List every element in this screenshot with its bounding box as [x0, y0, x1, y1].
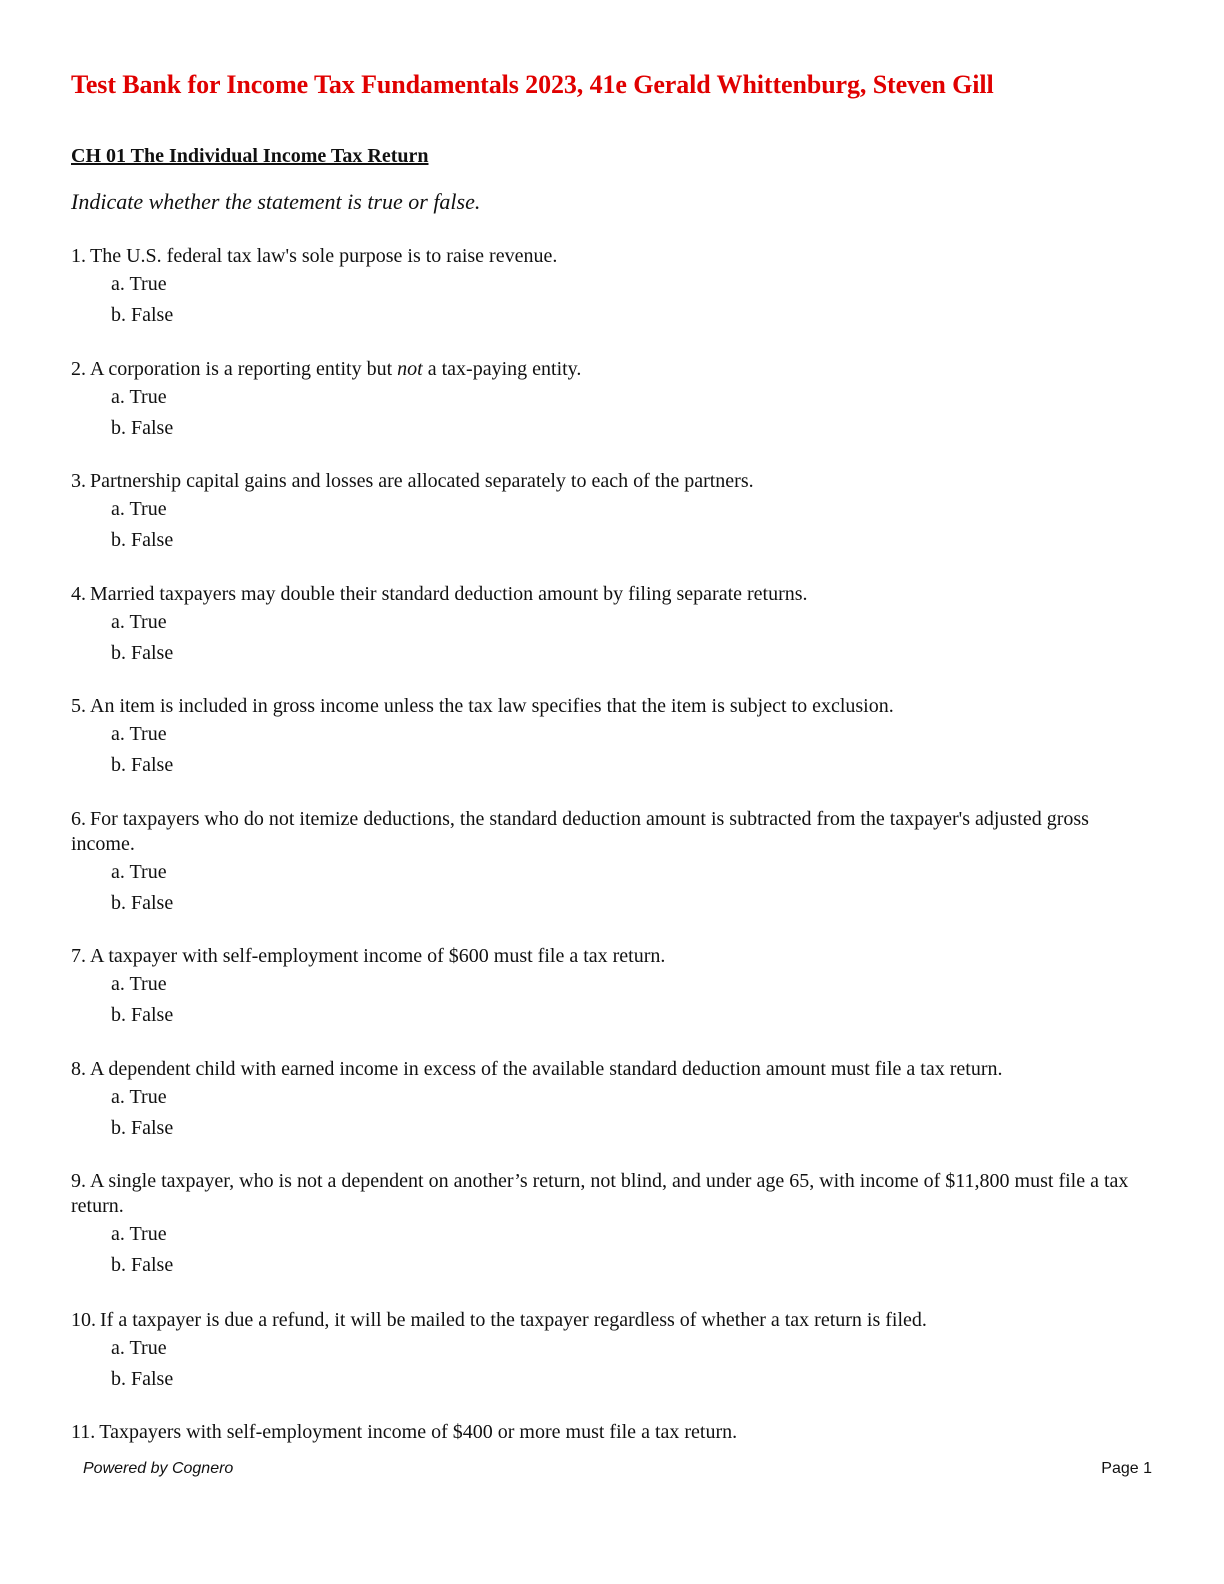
- choice-true: a. True: [111, 386, 167, 408]
- question-number: 4.: [71, 583, 86, 605]
- question-number: 8.: [71, 1058, 86, 1080]
- question-number: 5.: [71, 695, 86, 717]
- choice-false: b. False: [111, 892, 174, 914]
- question-number: 10.: [71, 1309, 96, 1331]
- choice-true: a. True: [111, 861, 167, 883]
- question-text: 4. Married taxpayers may double their standard deduction amount by filing separate returns.: [71, 583, 808, 605]
- powered-by-footer: Powered by Cognero: [83, 1460, 234, 1477]
- question-7: [71, 944, 1151, 1028]
- question-number: 7.: [71, 945, 86, 967]
- question-4: [71, 582, 1151, 666]
- question-text: 7. A taxpayer with self-employment income of $600 must file a tax return.: [71, 945, 666, 967]
- question-text: 2. A corporation is a reporting entity but not a tax-paying entity.: [71, 358, 582, 380]
- document-title: Test Bank for Income Tax Fundamentals 2023, 41e Gerald Whittenburg, Steven Gill: [71, 70, 994, 99]
- choice-false: b. False: [111, 642, 174, 664]
- question-8: [71, 1057, 1151, 1141]
- question-text: 10. If a taxpayer is due a refund, it will be mailed to the taxpayer regardless of whether a tax return is filed.: [71, 1309, 927, 1331]
- question-number: 11.: [71, 1421, 96, 1443]
- question-number: 9.: [71, 1170, 86, 1192]
- page-number: Page 1: [1101, 1460, 1152, 1477]
- instructions-text: Indicate whether the statement is true or false.: [71, 189, 481, 214]
- question-text: 8. A dependent child with earned income in excess of the available standard deduction amount must file a tax return.: [71, 1058, 1003, 1080]
- question-9: [71, 1169, 1151, 1278]
- question-text: 11. Taxpayers with self-employment income of $400 or more must file a tax return.: [71, 1421, 738, 1443]
- question-10: [71, 1308, 1151, 1392]
- choice-true: a. True: [111, 1086, 167, 1108]
- question-1: [71, 244, 1151, 328]
- question-text: 6. For taxpayers who do not itemize deductions, the standard deduction amount is subtracted from the taxpayer's adjusted gross income.: [71, 808, 1089, 855]
- choice-false: b. False: [111, 304, 174, 326]
- choice-true: a. True: [111, 723, 167, 745]
- choice-false: b. False: [111, 1368, 174, 1390]
- question-number: 2.: [71, 358, 86, 380]
- choice-false: b. False: [111, 754, 174, 776]
- question-6: [71, 807, 1151, 916]
- question-3: [71, 469, 1151, 553]
- question-11: [71, 1420, 1151, 1445]
- question-5: [71, 694, 1151, 778]
- choice-true: a. True: [111, 611, 167, 633]
- chapter-heading: CH 01 The Individual Income Tax Return: [71, 145, 429, 167]
- choice-false: b. False: [111, 1117, 174, 1139]
- question-number: 1.: [71, 245, 86, 267]
- question-2: [71, 357, 1151, 441]
- choice-false: b. False: [111, 1004, 174, 1026]
- emphasis-text: not: [397, 358, 423, 380]
- question-text: 5. An item is included in gross income unless the tax law specifies that the item is subject to exclusion.: [71, 695, 894, 717]
- question-number: 6.: [71, 808, 86, 830]
- question-text: 9. A single taxpayer, who is not a dependent on another’s return, not blind, and under age 65, with income of $11,800 must file a tax return.: [71, 1170, 1129, 1217]
- choice-false: b. False: [111, 1254, 174, 1276]
- choice-true: a. True: [111, 1223, 167, 1245]
- question-number: 3.: [71, 470, 86, 492]
- choice-true: a. True: [111, 1337, 167, 1359]
- choice-true: a. True: [111, 498, 167, 520]
- choice-false: b. False: [111, 529, 174, 551]
- choice-true: a. True: [111, 973, 167, 995]
- choice-false: b. False: [111, 417, 174, 439]
- choice-true: a. True: [111, 273, 167, 295]
- question-text: 3. Partnership capital gains and losses are allocated separately to each of the partners.: [71, 470, 754, 492]
- question-text: 1. The U.S. federal tax law's sole purpose is to raise revenue.: [71, 245, 558, 267]
